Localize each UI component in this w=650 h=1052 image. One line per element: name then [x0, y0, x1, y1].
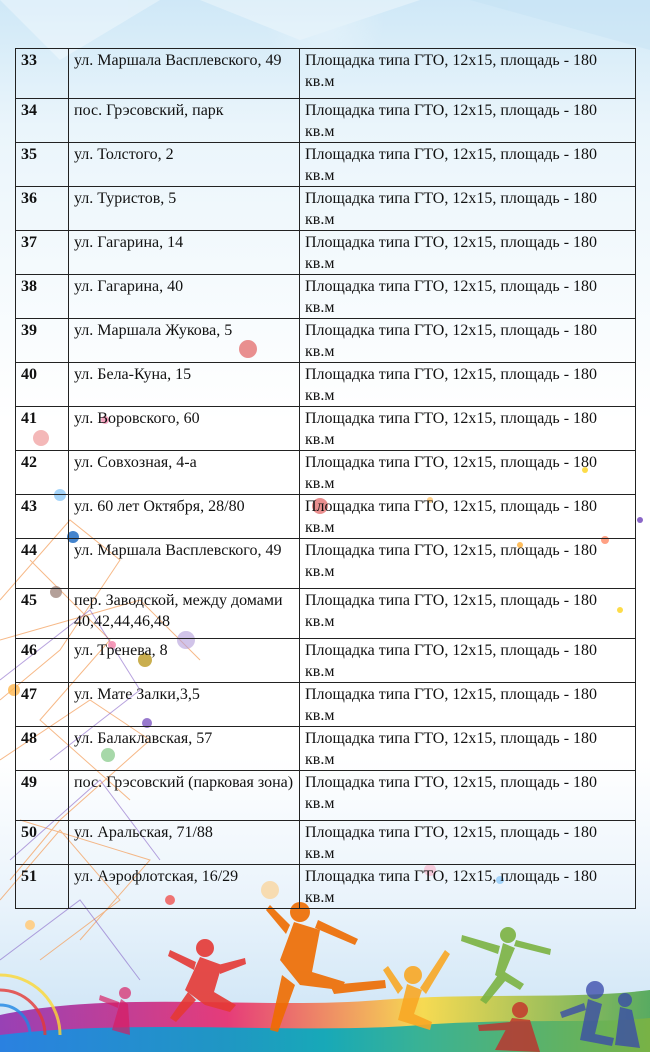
row-number: 36	[16, 187, 69, 231]
table-row	[16, 407, 636, 451]
table-row	[16, 727, 636, 771]
row-address: ул. Гагарина, 40	[69, 275, 300, 319]
row-description: Площадка типа ГТО, 12х15, площадь - 180 кв.м	[300, 589, 636, 639]
table-row	[16, 683, 636, 727]
row-number: 48	[16, 727, 69, 771]
row-description: Площадка типа ГТО, 12х15, площадь - 180 кв.м	[300, 363, 636, 407]
row-number: 49	[16, 771, 69, 821]
table-row	[16, 589, 636, 639]
row-description: Площадка типа ГТО, 12х15, площадь - 180 кв.м	[300, 143, 636, 187]
row-description: Площадка типа ГТО, 12х15, площадь - 180 кв.м	[300, 451, 636, 495]
table-row	[16, 275, 636, 319]
table-row	[16, 99, 636, 143]
row-description: Площадка типа ГТО, 12х15, площадь - 180 кв.м	[300, 771, 636, 821]
table-row	[16, 821, 636, 865]
row-address: ул. Тренева, 8	[69, 639, 300, 683]
row-description: Площадка типа ГТО, 12х15, площадь - 180 кв.м	[300, 407, 636, 451]
row-number: 37	[16, 231, 69, 275]
row-address: ул. Воровского, 60	[69, 407, 300, 451]
sports-grounds-table	[15, 48, 636, 909]
table-row	[16, 319, 636, 363]
row-address: ул. Мате Залки,3,5	[69, 683, 300, 727]
table-row	[16, 771, 636, 821]
row-number: 39	[16, 319, 69, 363]
row-address: ул. Аральская, 71/88	[69, 821, 300, 865]
row-description: Площадка типа ГТО, 12х15, площадь - 180 кв.м	[300, 275, 636, 319]
row-description: Площадка типа ГТО, 12х15, площадь - 180 кв.м	[300, 495, 636, 539]
dancer-green-icon	[461, 927, 551, 1004]
row-description: Площадка типа ГТО, 12х15, площадь - 180 кв.м	[300, 49, 636, 99]
row-address: ул. Совхозная, 4-а	[69, 451, 300, 495]
row-description: Площадка типа ГТО, 12х15, площадь - 180 кв.м	[300, 539, 636, 589]
row-address: пос. Грэсовский, парк	[69, 99, 300, 143]
row-number: 42	[16, 451, 69, 495]
table-row	[16, 143, 636, 187]
row-number: 45	[16, 589, 69, 639]
row-address: ул. Маршала Васплевского, 49	[69, 49, 300, 99]
table-body	[16, 49, 636, 909]
table-row	[16, 639, 636, 683]
row-address: ул. Балаклавская, 57	[69, 727, 300, 771]
row-description: Площадка типа ГТО, 12х15, площадь - 180 кв.м	[300, 683, 636, 727]
row-address: ул. Туристов, 5	[69, 187, 300, 231]
table-row	[16, 539, 636, 589]
row-address: пос. Грэсовский (парковая зона)	[69, 771, 300, 821]
row-number: 34	[16, 99, 69, 143]
row-description: Площадка типа ГТО, 12х15, площадь - 180 кв.м	[300, 821, 636, 865]
row-description: Площадка типа ГТО, 12х15, площадь - 180 кв.м	[300, 187, 636, 231]
row-address: ул. Маршала Васплевского, 49	[69, 539, 300, 589]
row-number: 44	[16, 539, 69, 589]
row-number: 35	[16, 143, 69, 187]
row-number: 43	[16, 495, 69, 539]
row-number: 46	[16, 639, 69, 683]
row-number: 33	[16, 49, 69, 99]
sports-grounds-table-sheet	[15, 48, 635, 909]
row-address: ул. Аэрофлотская, 16/29	[69, 865, 300, 909]
row-description: Площадка типа ГТО, 12х15, площадь - 180 кв.м	[300, 727, 636, 771]
table-row	[16, 231, 636, 275]
row-address: ул. Гагарина, 14	[69, 231, 300, 275]
table-row	[16, 363, 636, 407]
row-description: Площадка типа ГТО, 12х15, площадь - 180 кв.м	[300, 99, 636, 143]
row-number: 40	[16, 363, 69, 407]
rainbow-waves	[0, 990, 650, 1052]
row-address: ул. 60 лет Октября, 28/80	[69, 495, 300, 539]
row-number: 38	[16, 275, 69, 319]
row-address: ул. Маршала Жукова, 5	[69, 319, 300, 363]
table-row	[16, 865, 636, 909]
row-description: Площадка типа ГТО, 12х15, площадь - 180 кв.м	[300, 231, 636, 275]
table-row	[16, 187, 636, 231]
row-address: ул. Бела-Куна, 15	[69, 363, 300, 407]
row-number: 51	[16, 865, 69, 909]
row-number: 50	[16, 821, 69, 865]
row-number: 47	[16, 683, 69, 727]
row-description: Площадка типа ГТО, 12х15, площадь - 180 кв.м	[300, 639, 636, 683]
row-description: Площадка типа ГТО, 12х15, площадь - 180 кв.м	[300, 865, 636, 909]
table-row	[16, 49, 636, 99]
row-address: ул. Толстого, 2	[69, 143, 300, 187]
row-number: 41	[16, 407, 69, 451]
table-row	[16, 495, 636, 539]
row-address: пер. Заводской, между домами 40,42,44,46,48	[69, 589, 300, 639]
table-row	[16, 451, 636, 495]
row-description: Площадка типа ГТО, 12х15, площадь - 180 кв.м	[300, 319, 636, 363]
